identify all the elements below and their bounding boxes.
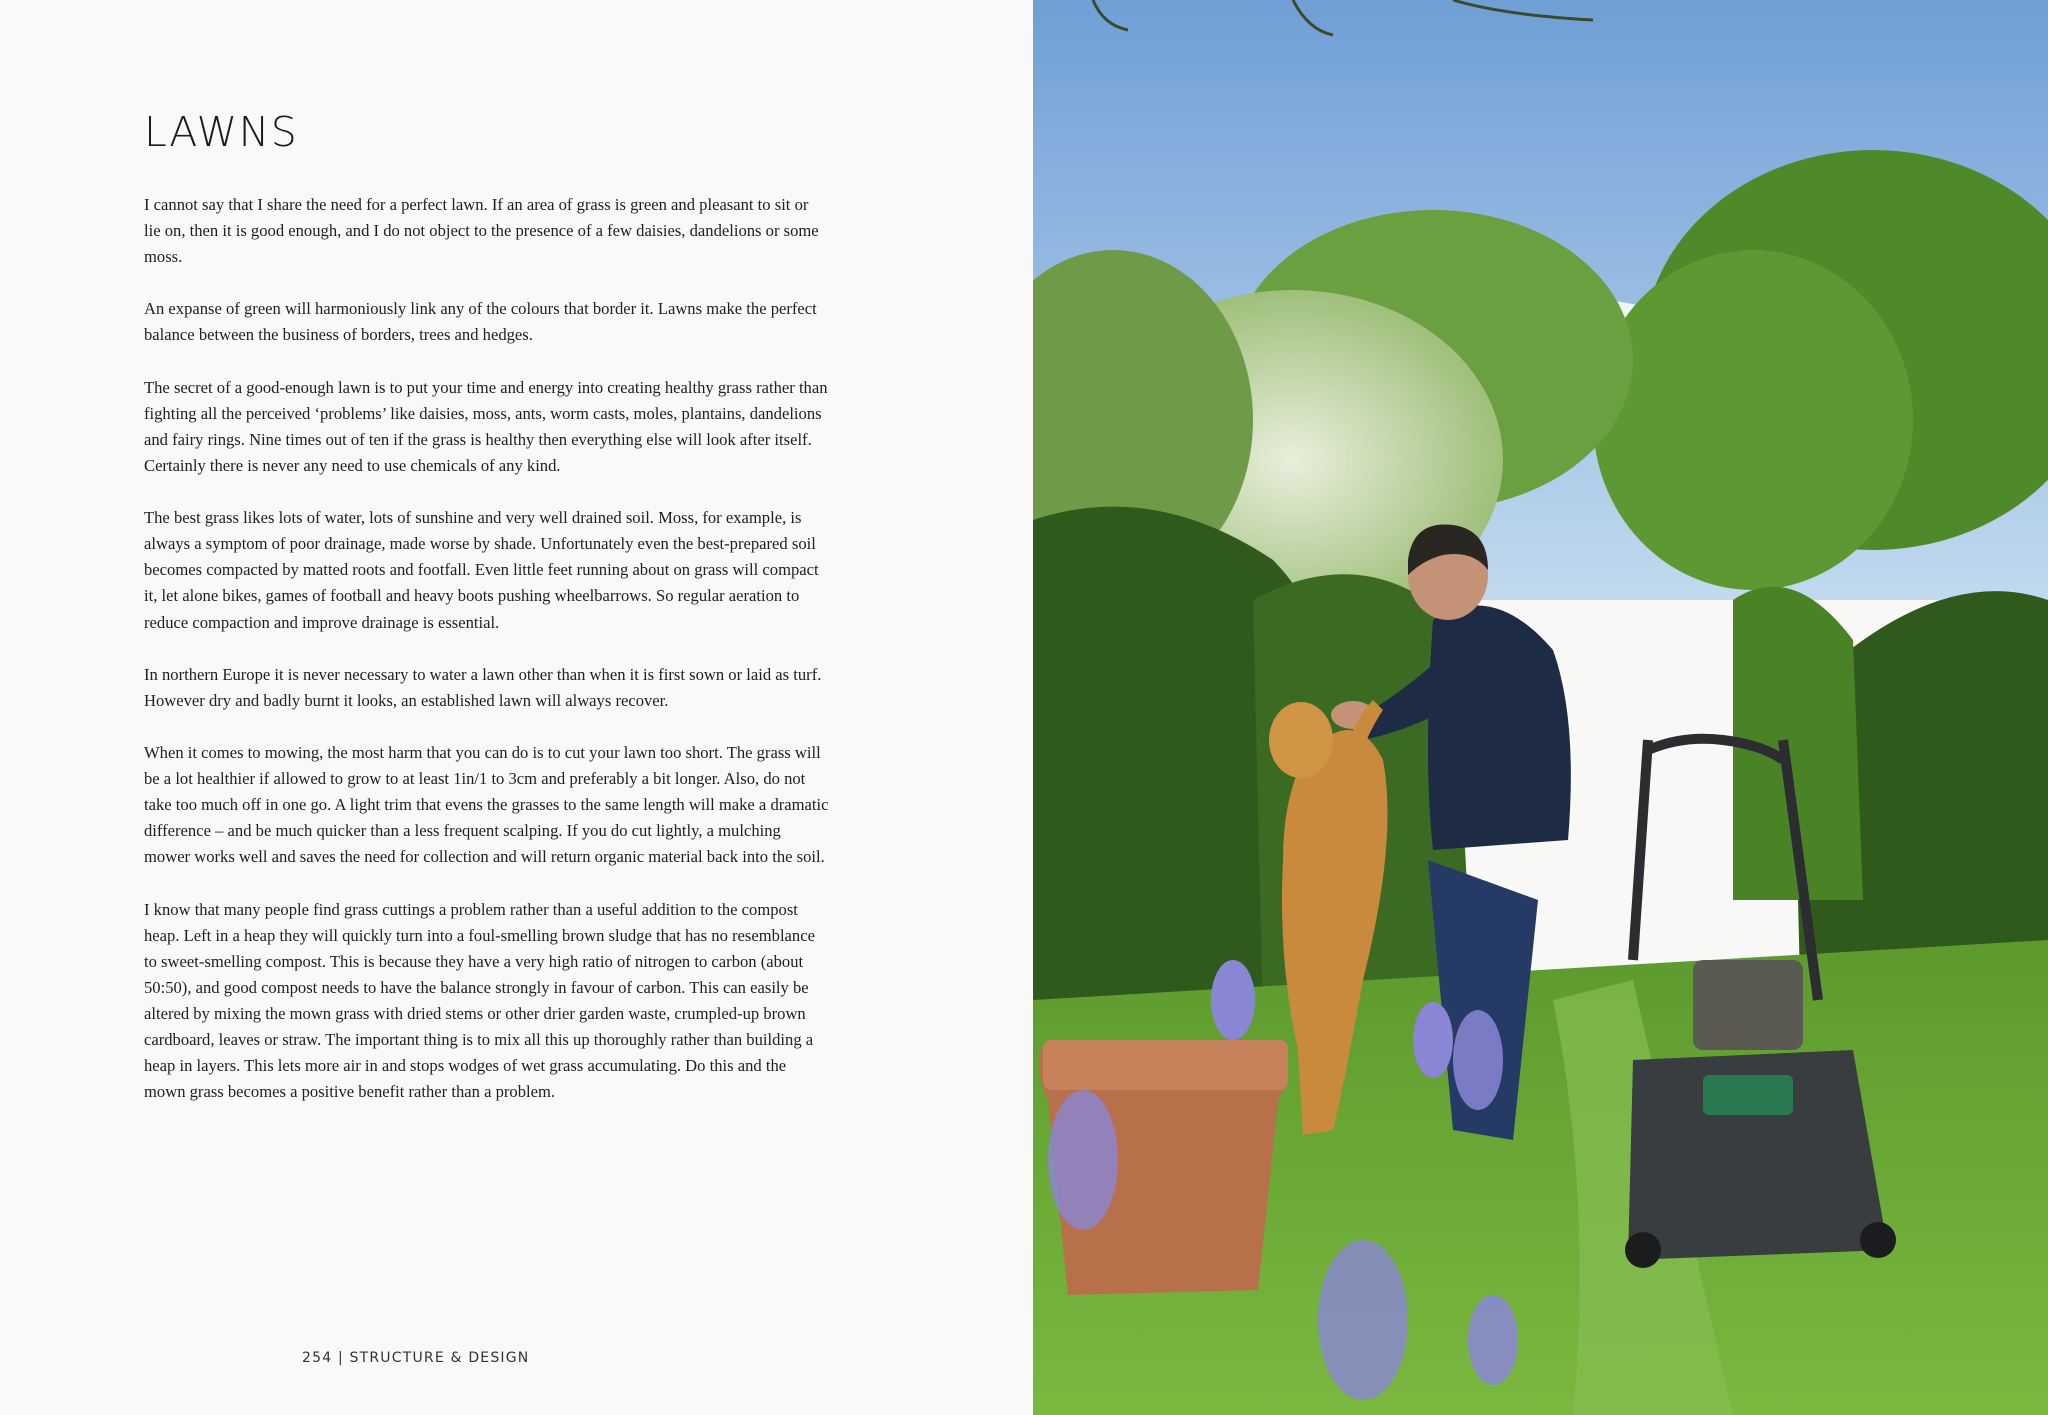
dog-head xyxy=(1269,702,1333,778)
pot-rim xyxy=(1043,1040,1288,1090)
mower-battery xyxy=(1703,1075,1793,1115)
mower-wheel-right xyxy=(1860,1222,1896,1258)
page-footer: 254 | STRUCTURE & DESIGN xyxy=(302,1350,530,1366)
paragraph: The best grass likes lots of water, lots of sunshine and very well drained soil. Moss, for example, is always a symptom of poor drainage, made worse by shade. Unfortunately even the best-prepared soil becomes compacted by matted roots and footfall. Even little feet running about on grass will compact it, let alone bikes, games of football and heavy boots pushing wheelbarrows. So regular aeration to reduce compaction and improve drainage is essential. xyxy=(144,508,819,632)
mower-wheel-left xyxy=(1625,1232,1661,1268)
tree-middle xyxy=(1593,250,1913,590)
paragraph: I cannot say that I share the need for a perfect lawn. If an area of grass is green and pleasant to sit or lie on, then it is good enough, and I do not object to the presence of a few daisies, dandelions or some moss. xyxy=(144,195,819,267)
paragraph: In northern Europe it is never necessary to water a lawn other than when it is first sown or laid as turf. However dry and badly burnt it looks, an established lawn will always recover. xyxy=(144,664,822,710)
garden-photo-illustration xyxy=(1033,0,2048,1415)
paragraph: I know that many people find grass cuttings a problem rather than a useful addition to the compost heap. Left in a heap they will quickly turn into a foul-smelling brown sludge that has no resemblance to sweet-smelling compost. This is because they have a very high ratio of nitrogen to carbon (about 50:50), and good compost needs to have the balance strongly in favour of carbon. This can easily be altered by mixing the mown grass with dried stems or other drier garden waste, crumpled-up brown cardboard, leaves or straw. The important thing is to mix all this up thoroughly rather than building a heap in layers. This lets more air in and stops wodges of wet grass accumulating. Do this and the mown grass becomes a positive benefit rather than a problem. xyxy=(144,899,815,1102)
garden-photo xyxy=(1033,0,2048,1415)
paragraph: An expanse of green will harmoniously link any of the colours that border it. Lawns make the perfect balance between the business of borders, trees and hedges. xyxy=(144,299,817,345)
page-title: LAWNS xyxy=(144,108,299,156)
paragraph: When it comes to mowing, the most harm that you can do is to cut your lawn too short. The grass will be a lot healthier if allowed to grow to at least 1in/1 to 3cm and preferably a bit longer. Also, do not take too much off in one go. A light trim that evens the grasses to the same length will make a dramatic difference – and be much quicker than a less frequent scalping. If you do cut lightly, a mulching mower works well and saves the need for collection and will return organic material back into the soil. xyxy=(144,742,829,867)
body-text xyxy=(144,192,829,1131)
sweater xyxy=(1428,605,1571,850)
grass-box xyxy=(1693,960,1803,1050)
paragraph: The secret of a good-enough lawn is to put your time and energy into creating healthy grass rather than fighting all the perceived ‘problems’ like daisies, moss, ants, worm casts, moles, plantains, dandelions and fairy rings. Nine times out of ten if the grass is healthy then everything else will look after itself. Certainly there is never any need to use chemicals of any kind. xyxy=(144,377,828,475)
